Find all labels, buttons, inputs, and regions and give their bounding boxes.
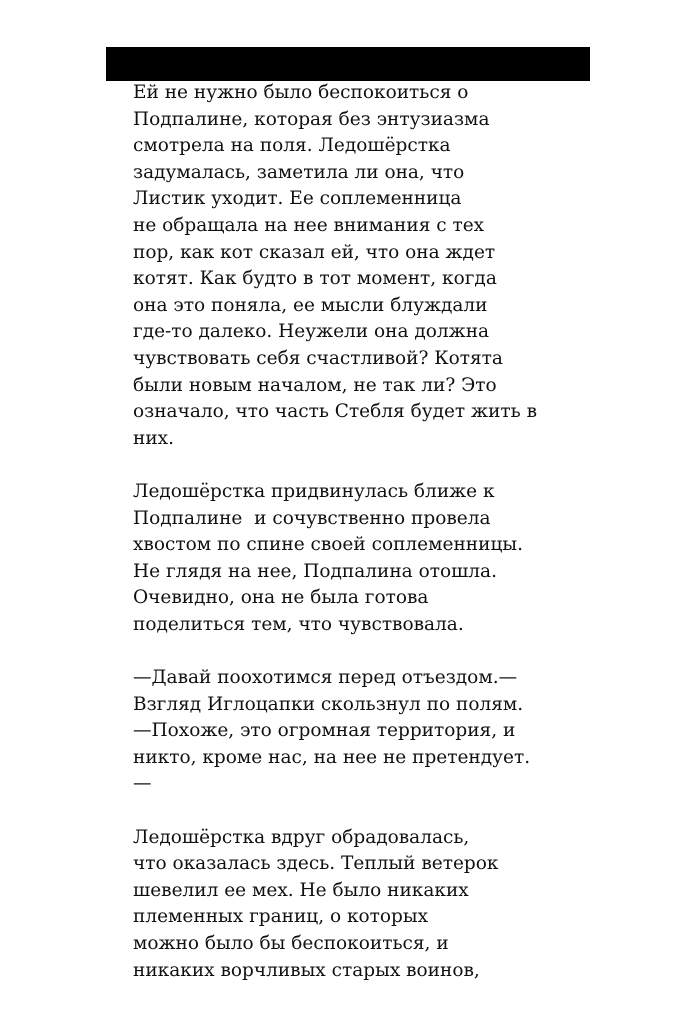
paragraph-2	[133, 479, 593, 639]
text-line: —Похоже, это огромная территория, и	[133, 720, 516, 742]
page-text	[133, 80, 593, 984]
text-line: поделиться тем, что чувствовала.	[133, 613, 464, 635]
text-line: чувствовать себя счастливой? Котята	[133, 347, 503, 369]
paragraph-4	[133, 825, 593, 985]
text-line: хвостом по спине своей соплеменницы.	[133, 534, 523, 556]
paragraph-1	[133, 80, 593, 452]
text-line: не обращала на нее внимания с тех	[133, 214, 485, 236]
text-line: Подпалине, которая без энтузиазма	[133, 108, 490, 130]
text-line: пор, как кот сказал ей, что она ждет	[133, 241, 496, 263]
text-line: где-то далеко. Неужели она должна	[133, 321, 490, 343]
redaction-bar	[106, 47, 590, 81]
text-line: них.	[133, 427, 174, 449]
text-line: означало, что часть Стебля будет жить в	[133, 401, 538, 423]
text-line: котят. Как будто в тот момент, когда	[133, 268, 497, 290]
text-line: Ледошёрстка придвинулась ближе к	[133, 480, 495, 502]
text-line: Не глядя на нее, Подпалина отошла.	[133, 560, 497, 582]
text-line: она это поняла, ее мысли блуждали	[133, 294, 488, 316]
text-line: племенных границ, о которых	[133, 906, 429, 928]
text-line: смотрела на поля. Ледошёрстка	[133, 135, 451, 157]
text-line: задумалась, заметила ли она, что	[133, 161, 465, 183]
paragraph-gap	[133, 638, 593, 665]
paragraph-gap	[133, 798, 593, 825]
text-line: что оказалась здесь. Теплый ветерок	[133, 853, 499, 875]
text-line: Взгляд Иглоцапки скользнул по полям.	[133, 693, 524, 715]
paragraph-gap	[133, 452, 593, 479]
text-line: Очевидно, она не была готова	[133, 587, 429, 609]
text-line: Подпалине и сочувственно провела	[133, 507, 491, 529]
text-line: Листик уходит. Ее соплеменница	[133, 188, 462, 210]
text-line: никаких ворчливых старых воинов,	[133, 959, 480, 981]
text-line: никто, кроме нас, на нее не претендует.	[133, 746, 531, 768]
paragraph-3	[133, 665, 593, 798]
text-line: шевелил ее мех. Не было никаких	[133, 879, 469, 901]
text-line: можно было бы беспокоиться, и	[133, 933, 449, 954]
text-line: Ей не нужно было беспокоиться о	[133, 82, 469, 103]
text-line: —	[133, 773, 152, 795]
text-line: были новым началом, не так ли? Это	[133, 374, 497, 396]
text-line: —Давай поохотимся перед отъездом.—	[133, 667, 518, 689]
text-line: Ледошёрстка вдруг обрадовалась,	[133, 826, 470, 848]
